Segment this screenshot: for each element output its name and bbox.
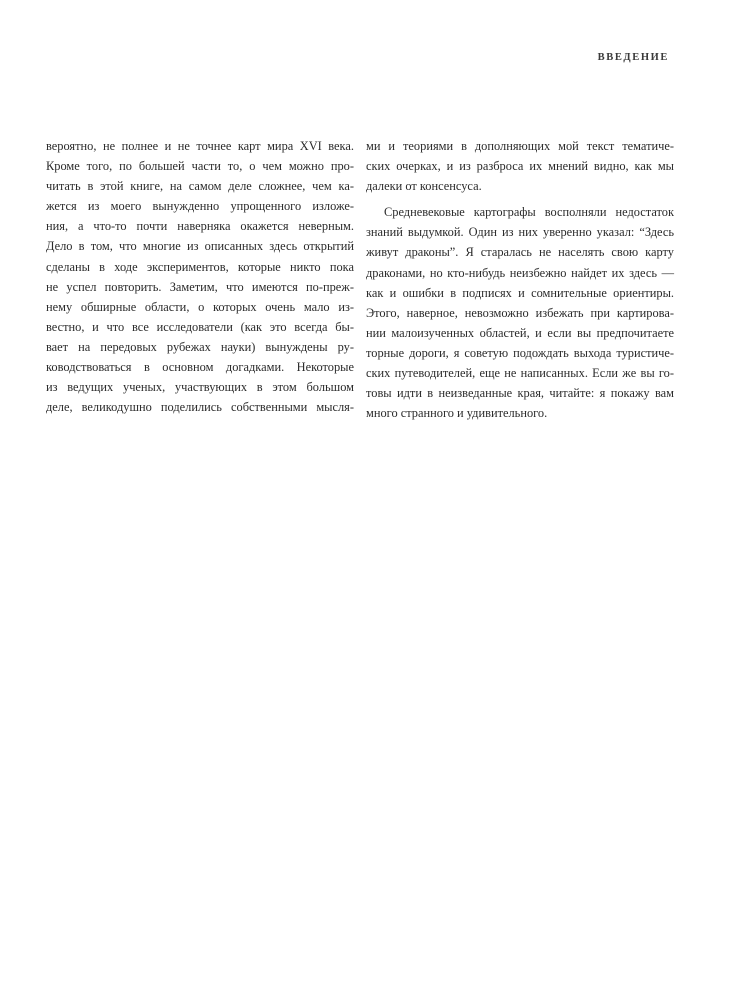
text-line: ния, а что-то почти наверняка окажется неверным.	[46, 219, 354, 234]
text-line: нии малоизученных областей, и если вы предпочитаете	[366, 325, 674, 340]
text-line: как и ошибки в подписях и сомнительные ориентиры.	[366, 285, 674, 300]
text-line: сделаны в ходе экспериментов, которые никто пока	[46, 259, 354, 274]
text-line: жется из моего вынужденно упрощенного изложе-	[46, 199, 354, 214]
text-line: много странного и удивительного.	[366, 406, 548, 421]
text-line: Дело в том, что многие из описанных здесь открытий	[46, 239, 354, 254]
text-line: вестно, и что все исследователи (как это всегда бы-	[46, 319, 354, 334]
text-line: читать в этой книге, на самом деле сложнее, чем ка-	[46, 179, 354, 194]
text-line: вероятно, не полнее и не точнее карт мира XVI века.	[46, 139, 354, 153]
text-line: ми и теориями в дополняющих мой текст тематиче-	[366, 139, 674, 153]
text-line: товы идти в неизведанные края, читайте: я покажу вам	[366, 386, 674, 401]
text-line: Этого, наверное, невозможно избежать при картирова-	[366, 305, 674, 320]
text-line: нему обширные области, о которых очень мало из-	[46, 299, 354, 314]
running-head: ВВЕДЕНИЕ	[597, 52, 669, 63]
text-line: знаний выдумкой. Один из них уверенно указал: “Здесь	[366, 225, 674, 240]
text-line: ских очерках, и из разброса их мнений видно, как мы	[366, 159, 674, 174]
text-line: из ведущих ученых, участвующих в этом большом	[46, 380, 354, 395]
paragraph-continued	[366, 136, 674, 196]
text-line: живут драконы”. Я старалась не населять свою карту	[366, 245, 674, 260]
text-line: драконами, но кто-нибудь неизбежно найдет их здесь —	[366, 265, 674, 280]
text-line: Средневековые картографы восполняли недостаток	[384, 205, 674, 220]
text-line: Кроме того, по большей части то, о чем можно про-	[46, 159, 354, 174]
paragraph-dragons	[366, 202, 674, 423]
text-line: вает на передовых рубежах науки) вынуждены ру-	[46, 339, 354, 354]
text-line: ских путеводителей, еще не написанных. Если же вы го-	[366, 366, 674, 381]
left-column	[46, 136, 354, 417]
right-column	[366, 136, 674, 423]
text-line: торные дороги, я советую подождать выхода туристиче-	[366, 345, 674, 360]
text-line: ководствоваться в основном догадками. Некоторые	[46, 360, 354, 375]
text-line: далеки от консенсуса.	[366, 179, 482, 194]
text-line: деле, великодушно поделились собственными мысля-	[46, 400, 354, 415]
text-line: не успел повторить. Заметим, что имеются по-преж-	[46, 279, 354, 294]
